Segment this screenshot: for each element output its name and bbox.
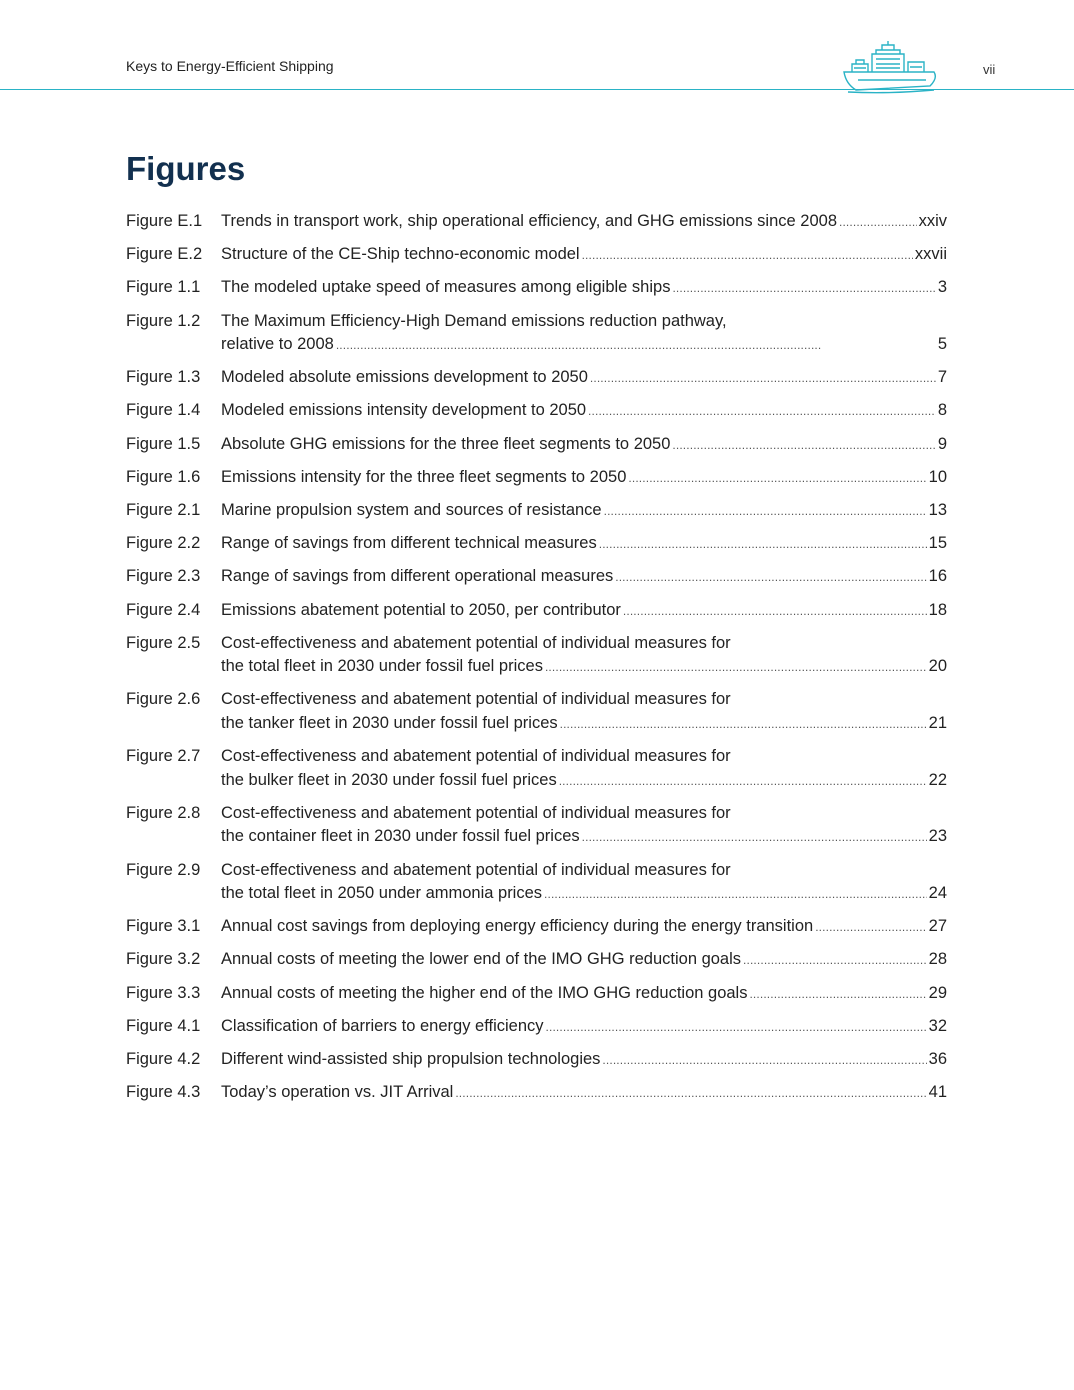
- figure-title: Absolute GHG emissions for the three fleet segments to 2050: [221, 434, 671, 453]
- dot-leader: [560, 713, 927, 737]
- dot-leader: [544, 883, 927, 907]
- dot-leader: [839, 211, 917, 235]
- dot-leader: [545, 656, 927, 680]
- dot-leader: [628, 467, 926, 491]
- figure-title: Annual cost savings from deploying energy efficiency during the energy transition: [221, 917, 814, 936]
- figure-number: Figure 2.6: [126, 690, 201, 709]
- figure-title-line1: The Maximum Efficiency-High Demand emissions reduction pathway,: [221, 311, 727, 330]
- toc-entry[interactable]: [126, 802, 947, 850]
- figure-title: the container fleet in 2030 under fossil fuel prices: [221, 827, 580, 846]
- figure-number: Figure 3.3: [126, 983, 201, 1002]
- dot-leader: [672, 277, 935, 301]
- figure-title: Structure of the CE-Ship techno-economic model: [221, 245, 580, 264]
- toc-entry[interactable]: [126, 399, 947, 424]
- figure-number: Figure 2.4: [126, 600, 201, 619]
- figure-title: Today’s operation vs. JIT Arrival: [221, 1083, 454, 1102]
- figure-number: Figure 1.6: [126, 467, 201, 486]
- figure-number: Figure 2.2: [126, 534, 201, 553]
- toc-entry[interactable]: [126, 433, 947, 458]
- figure-number: Figure 2.1: [126, 501, 201, 519]
- page-ref: 23: [928, 827, 947, 846]
- figure-title: Range of savings from different technical measures: [221, 534, 597, 553]
- figure-number: Figure 1.2: [126, 311, 201, 330]
- page-ref: 3: [937, 278, 947, 297]
- dot-leader: [743, 949, 927, 973]
- page-ref: 13: [928, 501, 947, 519]
- figure-title: the total fleet in 2050 under ammonia prices: [221, 884, 543, 902]
- figure-title-line1: Cost-effectiveness and abatement potential of individual measures for: [221, 747, 731, 766]
- figure-number: Figure 2.5: [126, 633, 201, 652]
- toc-entry[interactable]: [126, 210, 947, 235]
- dot-leader: [546, 1016, 927, 1040]
- toc-entry[interactable]: [126, 1015, 947, 1040]
- page-ref: xxvii: [914, 245, 947, 264]
- page-ref: 29: [928, 983, 947, 1002]
- toc-entry[interactable]: [126, 310, 947, 358]
- toc-entry[interactable]: [126, 948, 947, 973]
- toc-entry[interactable]: [126, 276, 947, 301]
- page-ref: 10: [928, 467, 947, 486]
- dot-leader: [336, 334, 936, 358]
- figure-title: Marine propulsion system and sources of resistance: [221, 501, 602, 519]
- page-ref: 8: [937, 401, 947, 420]
- figure-number: Figure E.1: [126, 212, 203, 230]
- figure-title: the tanker fleet in 2030 under fossil fuel prices: [221, 713, 558, 732]
- dot-leader: [602, 1049, 926, 1073]
- page-ref: 36: [928, 1049, 947, 1068]
- figure-title-line1: Cost-effectiveness and abatement potential of individual measures for: [221, 803, 731, 822]
- toc-entry[interactable]: [126, 1081, 947, 1106]
- page-ref: 28: [928, 950, 947, 969]
- figure-title: the total fleet in 2030 under fossil fuel prices: [221, 657, 543, 676]
- figure-title: Modeled emissions intensity development to 2050: [221, 401, 587, 420]
- figure-title: Trends in transport work, ship operational efficiency, and GHG emissions since 2008: [221, 212, 837, 230]
- page-ref: 22: [928, 770, 947, 789]
- figure-number: Figure 1.3: [126, 368, 201, 387]
- dot-leader: [559, 770, 927, 794]
- page-ref: 27: [928, 917, 947, 936]
- figure-number: Figure 1.5: [126, 434, 201, 453]
- dot-leader: [604, 500, 927, 524]
- figure-number: Figure 1.1: [126, 278, 201, 297]
- toc-entry[interactable]: [126, 632, 947, 680]
- toc-entry[interactable]: [126, 599, 947, 624]
- toc-entry[interactable]: [126, 915, 947, 940]
- figure-title: Annual costs of meeting the lower end of the IMO GHG reduction goals: [221, 950, 742, 969]
- page-ref: 15: [928, 534, 947, 553]
- figure-title: Annual costs of meeting the higher end of the IMO GHG reduction goals: [221, 983, 748, 1002]
- dot-leader: [815, 916, 926, 940]
- figure-title: Range of savings from different operational measures: [221, 567, 614, 586]
- dot-leader: [749, 983, 926, 1007]
- dot-leader: [588, 400, 936, 424]
- toc-entry[interactable]: [126, 366, 947, 391]
- toc-entry[interactable]: [126, 532, 947, 557]
- figure-number: Figure 3.1: [126, 917, 201, 936]
- figure-number: Figure 2.8: [126, 803, 201, 822]
- figure-number: Figure 2.7: [126, 747, 201, 766]
- toc-entry[interactable]: [126, 499, 947, 524]
- figure-title: Modeled absolute emissions development to 2050: [221, 368, 588, 387]
- dot-leader: [615, 566, 926, 590]
- figure-title-line1: Cost-effectiveness and abatement potential of individual measures for: [221, 633, 731, 652]
- figure-title: Emissions intensity for the three fleet segments to 2050: [221, 467, 627, 486]
- figure-title: Classification of barriers to energy efficiency: [221, 1016, 544, 1035]
- page-ref: 18: [928, 600, 947, 619]
- page-ref: 41: [928, 1083, 947, 1102]
- toc-entry[interactable]: [126, 859, 947, 907]
- dot-leader: [455, 1082, 926, 1106]
- dot-leader: [623, 600, 927, 624]
- toc-entry[interactable]: [126, 982, 947, 1007]
- ship-icon: [838, 40, 942, 94]
- figure-title: Emissions abatement potential to 2050, per contributor: [221, 600, 621, 619]
- running-header-title: Keys to Energy-Efficient Shipping: [126, 58, 334, 74]
- dot-leader: [590, 367, 936, 391]
- figure-number: Figure E.2: [126, 245, 203, 264]
- figure-title-line1: Cost-effectiveness and abatement potential of individual measures for: [221, 690, 731, 709]
- figure-title-line1: Cost-effectiveness and abatement potential of individual measures for: [221, 860, 731, 879]
- page-ref: 24: [928, 884, 947, 902]
- figure-number: Figure 4.3: [126, 1083, 201, 1102]
- dot-leader: [599, 533, 927, 557]
- toc-entry[interactable]: [126, 466, 947, 491]
- figure-number: Figure 1.4: [126, 401, 201, 420]
- figure-number: Figure 2.9: [126, 860, 201, 879]
- figure-title: the bulker fleet in 2030 under fossil fuel prices: [221, 770, 557, 789]
- page-ref: 20: [928, 657, 947, 676]
- dot-leader: [582, 244, 913, 268]
- figure-title: The modeled uptake speed of measures among eligible ships: [221, 278, 671, 297]
- toc-entry[interactable]: [126, 565, 947, 590]
- figure-number: Figure 4.2: [126, 1049, 201, 1068]
- figure-number: Figure 2.3: [126, 567, 201, 586]
- header-rule: [0, 89, 1074, 90]
- figure-title: Different wind-assisted ship propulsion technologies: [221, 1049, 601, 1068]
- figure-number: Figure 4.1: [126, 1016, 201, 1035]
- page-ref: 32: [928, 1016, 947, 1035]
- toc-entry[interactable]: [126, 243, 947, 268]
- page-ref: 7: [937, 368, 947, 387]
- page-ref: 5: [937, 335, 947, 354]
- toc-entry[interactable]: [126, 688, 947, 736]
- dot-leader: [582, 826, 927, 850]
- toc-entry[interactable]: [126, 1048, 947, 1073]
- page-number: vii: [983, 62, 996, 77]
- page-ref: 16: [928, 567, 947, 586]
- figures-list: [126, 210, 947, 1114]
- figure-number: Figure 3.2: [126, 950, 201, 969]
- dot-leader: [672, 434, 935, 458]
- figure-title: relative to 2008: [221, 335, 334, 354]
- page-ref: 21: [928, 713, 947, 732]
- page-ref: xxiv: [918, 212, 947, 230]
- toc-entry[interactable]: [126, 745, 947, 793]
- page-title: Figures: [126, 150, 246, 187]
- page-ref: 9: [937, 434, 947, 453]
